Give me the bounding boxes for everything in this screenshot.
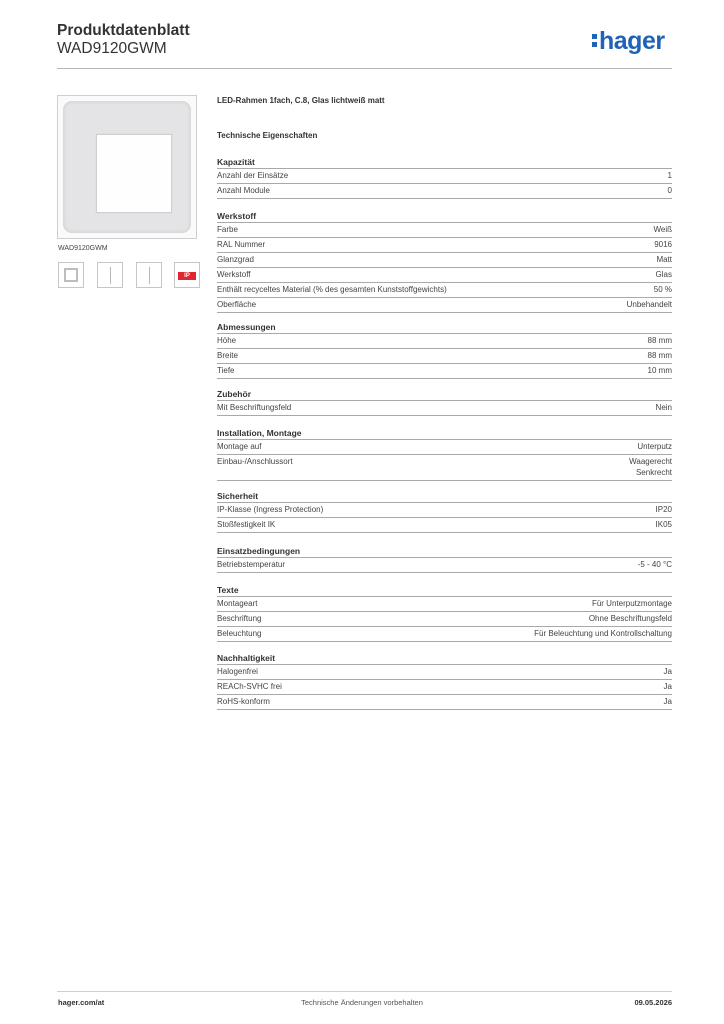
spec-value: Matt <box>656 255 672 264</box>
spec-section <box>217 388 672 416</box>
spec-row <box>217 518 672 533</box>
spec-label: Mit Beschriftungsfeld <box>217 403 292 412</box>
footer-website[interactable]: hager.com/at <box>58 998 105 1007</box>
frame-profile-line <box>149 267 150 284</box>
spec-row <box>217 268 672 283</box>
section-title: Texte <box>217 584 672 597</box>
spec-value: Ja <box>663 697 672 706</box>
spec-section <box>217 321 672 379</box>
section-title: Zubehör <box>217 388 672 401</box>
spec-section <box>217 156 672 199</box>
spec-label: Anzahl der Einsätze <box>217 171 289 180</box>
spec-value: 88 mm <box>647 336 672 345</box>
spec-row <box>217 283 672 298</box>
spec-value: 1 <box>667 171 672 180</box>
spec-row <box>217 503 672 518</box>
spec-value: Ja <box>663 667 672 676</box>
header-divider <box>57 68 672 69</box>
section-title: Sicherheit <box>217 490 672 503</box>
section-title: Abmessungen <box>217 321 672 334</box>
frame-front-icon[interactable] <box>58 262 84 288</box>
spec-label: RAL Nummer <box>217 240 266 249</box>
spec-section <box>217 584 672 642</box>
spec-row <box>217 298 672 313</box>
spec-value: 9016 <box>654 240 672 249</box>
spec-label: RoHS-konform <box>217 697 270 706</box>
spec-value: Ja <box>663 682 672 691</box>
frame-inner <box>96 134 172 213</box>
spec-row <box>217 253 672 268</box>
spec-label: Montage auf <box>217 442 262 451</box>
spec-row <box>217 238 672 253</box>
section-title: Nachhaltigkeit <box>217 652 672 665</box>
article-number: WAD9120GWM <box>57 40 167 57</box>
spec-value: -5 - 40 °C <box>637 560 672 569</box>
spec-value: 50 % <box>653 285 672 294</box>
spec-row <box>217 184 672 199</box>
spec-value: Für Beleuchtung und Kontrollschaltung <box>534 629 672 638</box>
ip-rating-icon[interactable] <box>174 262 200 288</box>
spec-value: Waagerecht Senkrecht <box>629 457 672 477</box>
tech-properties-heading: Technische Eigenschaften <box>217 131 318 140</box>
spec-label: Betriebstemperatur <box>217 560 286 569</box>
spec-row <box>217 349 672 364</box>
spec-label: Breite <box>217 351 238 360</box>
spec-label: Enthält recyceltes Material (% des gesamten Kunststoffgewichts) <box>217 285 447 294</box>
spec-label: Anzahl Module <box>217 186 270 195</box>
spec-row <box>217 455 672 481</box>
hager-logo <box>592 26 665 56</box>
spec-label: Oberfläche <box>217 300 257 309</box>
spec-section <box>217 545 672 573</box>
spec-label: Einbau-/Anschlussort <box>217 457 293 466</box>
spec-value: 10 mm <box>647 366 672 375</box>
footer-divider <box>57 991 672 992</box>
footer-date: 09.05.2026 <box>634 998 672 1007</box>
spec-value: Weiß <box>653 225 672 234</box>
spec-section <box>217 427 672 481</box>
spec-value: 88 mm <box>647 351 672 360</box>
spec-row <box>217 334 672 349</box>
spec-row <box>217 558 672 573</box>
spec-label: REACh-SVHC frei <box>217 682 282 691</box>
spec-label: Farbe <box>217 225 238 234</box>
spec-row <box>217 401 672 416</box>
product-image <box>57 95 197 239</box>
spec-row <box>217 223 672 238</box>
spec-row <box>217 597 672 612</box>
spec-value: Nein <box>655 403 672 412</box>
spec-value: 0 <box>667 186 672 195</box>
spec-row <box>217 364 672 379</box>
spec-label: Glanzgrad <box>217 255 254 264</box>
spec-value: IP20 <box>655 505 672 514</box>
spec-label: Beleuchtung <box>217 629 262 638</box>
section-title: Einsatzbedingungen <box>217 545 672 558</box>
spec-row <box>217 680 672 695</box>
page-title: Produktdatenblatt <box>57 22 190 39</box>
frame-side-icon[interactable] <box>97 262 123 288</box>
spec-value: Ohne Beschriftungsfeld <box>588 614 672 623</box>
ip-badge: IP <box>178 272 196 280</box>
spec-label: Höhe <box>217 336 237 345</box>
spec-label: Werkstoff <box>217 270 251 279</box>
spec-section <box>217 210 672 313</box>
product-image-caption: WAD9120GWM <box>58 245 108 252</box>
section-title: Werkstoff <box>217 210 672 223</box>
frame-profile-icon[interactable] <box>136 262 162 288</box>
spec-label: Beschriftung <box>217 614 262 623</box>
footer-notice: Technische Änderungen vorbehalten <box>301 998 423 1007</box>
section-title: Kapazität <box>217 156 672 169</box>
spec-row <box>217 612 672 627</box>
spec-label: Stoßfestigkeit IK <box>217 520 276 529</box>
spec-row <box>217 169 672 184</box>
spec-label: Halogenfrei <box>217 667 258 676</box>
spec-section <box>217 490 672 533</box>
spec-value: Glas <box>655 270 672 279</box>
frame-square-shape <box>64 268 78 282</box>
spec-label: Montageart <box>217 599 258 608</box>
spec-value: Unterputz <box>637 442 672 451</box>
spec-value: Für Unterputzmontage <box>591 599 672 608</box>
spec-value: IK05 <box>655 520 672 529</box>
section-title: Installation, Montage <box>217 427 672 440</box>
spec-row <box>217 695 672 710</box>
frame-side-line <box>110 267 111 284</box>
logo-dots-icon <box>592 29 598 49</box>
spec-row <box>217 627 672 642</box>
spec-row <box>217 440 672 455</box>
spec-section <box>217 652 672 710</box>
product-description: LED-Rahmen 1fach, C.8, Glas lichtweiß matt <box>217 96 385 105</box>
spec-row <box>217 665 672 680</box>
spec-value: Unbehandelt <box>626 300 672 309</box>
spec-label: Tiefe <box>217 366 235 375</box>
spec-label: IP-Klasse (Ingress Protection) <box>217 505 324 514</box>
logo-text: hager <box>599 27 665 55</box>
